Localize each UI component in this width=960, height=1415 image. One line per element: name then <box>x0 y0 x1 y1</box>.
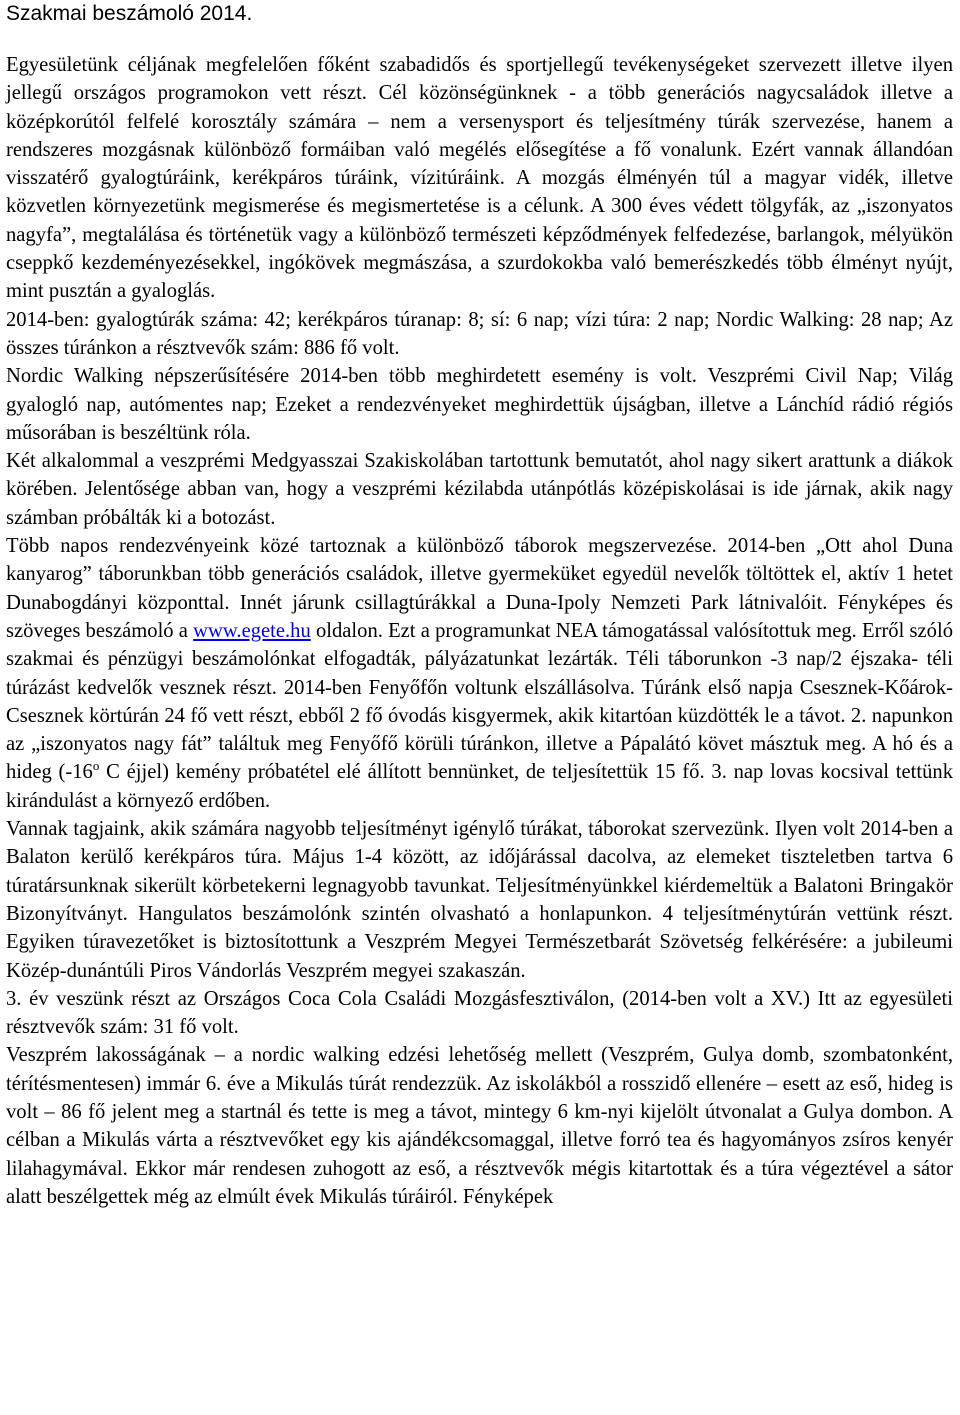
website-link[interactable]: www.egete.hu <box>193 619 311 642</box>
body-paragraph <box>6 306 953 363</box>
paragraph-text: Egyesületünk céljának megfelelően főként szabadidős és sportjellegű tevékenységeket szervezett illetve ilyen jellegű országos programokon vett részt. Cél közönségünknek - a több generációs nagycsaládok illetve a középkorútól felfelé korosztály számára – nem a versenysport és teljesítmény túrák szervezése, hanem a rendszeres mozgásnak különböző formáiban való megélés elősegítése a fő vonalunk. Ezért vannak állandóan visszatérő gyalogtúráink, kerékpáros túráink, vízitúráink. A mozgás élményén túl a magyar vidék, illetve közvetlen környezetünk megismerése és megismertetése is a célunk. A 300 éves védett tölgyfák, az „iszonyatos nagyfa”, megtalálása és történetük vagy a különböző természeti képződmények felfedezése, barlangok, mélyükön cseppkő kezdeményezésekkel, ingókövek megmászása, a szurdokokba való bemerészkedés több élményt nyújt, mint pusztán a gyaloglás. <box>6 54 953 303</box>
body-paragraph <box>6 447 953 532</box>
paragraph-text: Nordic Walking népszerűsítésére 2014-ben több meghirdetett esemény is volt. Veszprémi Civil Nap; Világ gyalogló nap, autómentes nap; Ezeket a rendezvényeket meghirdettük újságban, illetve a Lánchíd rádió régiós műsorában is beszéltünk róla. <box>6 365 953 444</box>
document-body <box>6 51 953 1211</box>
paragraph-text: Vannak tagjaink, akik számára nagyobb teljesítményt igénylő túrákat, táborokat szervezünk. Ilyen volt 2014-ben a Balaton kerülő kerékpáros túra. Május 1-4 között, az időjárással dacolva, az elemeket tiszteletben tartva 6 túratársunknak sikerült körbetekerni legnagyobb tavunkat. Teljesítményünkkel kiérdemeltük a Balatoni Bringakör Bizonyítványt. Hangulatos beszámolónk szintén olvasható a honlapunkon. 4 teljesítménytúrán vettünk részt. Egyiken túravezetőket is biztosítottunk a Veszprém Megyei Természetbarát Szövetség felkérésére: a jubileumi Közép-dunántúli Piros Vándorlás Veszprém megyei szakaszán. <box>6 818 953 982</box>
degree-superscript: o <box>92 758 100 774</box>
paragraph-text: Veszprém lakosságának – a nordic walking edzési lehetőség mellett (Veszprém, Gulya domb, szombatonként, térítésmentesen) immár 6. éve a Mikulás túrát rendezzük. Az iskolákból a rosszidő ellenére – esett az eső, hideg is volt – 86 fő jelent meg a startnál és tette is meg a távot, mintegy 6 km-nyi kijelölt útvonalat a Gulya dombon. A célban a Mikulás várta a résztvevőket egy kis ajándékcsomaggal, illetve forró tea és hagyományos zsíros kenyér lilahagymával. Ekkor már rendesen zuhogott az eső, a résztvevők mégis kitartottak és a túra végeztével a sátor alatt beszélgettek még az elmúlt évek Mikulás túráiról. Fényképek <box>6 1044 953 1208</box>
paragraph-text: oldalon. Ezt a programunkat NEA támogatással valósítottuk meg. Erről szóló szakmai és pénzügyi beszámolónkat elfogadták, pályázatunkat lezárták. Téli táborunkon -3 nap/2 éjszaka- téli túrázást kedvelők vesznek részt. 2014-ben Fenyőfőn voltunk elszállásolva. Túránk első napja Csesznek-Kőárok-Csesznek körtúrán 24 fő vett részt, ebből 2 fő óvodás kisgyermek, akik kitartóan küzdötték le a távot. 2. napunkon az „iszonyatos nagy fát” találtuk meg Fenyőfő körüli túránkon, illetve a Pápalátó követ másztuk meg. A hó és a hideg (-16 <box>6 619 953 784</box>
paragraph-text: 2014-ben: gyalogtúrák száma: 42; kerékpáros túranap: 8; sí: 6 nap; vízi túra: 2 nap; Nordic Walking: 28 nap; Az összes túránkon a résztvevők szám: 886 fő volt. <box>6 308 953 359</box>
paragraph-text: Több napos rendezvényeink közé tartoznak a különböző táborok megszervezése. 2014-ben „Ott ahol Duna kanyarog” táborunkban több generációs családok, illetve gyermeküket egyedül nevelők töltöttek el, aktív 1 hetet Dunabogdányi központtal. Innét járunk csillagtúrákkal a Duna-Ipoly Nemzeti Park látnivalóit. Fényképes és szöveges beszámoló a <box>6 535 953 642</box>
paragraph-text: Két alkalommal a veszprémi Medgyasszai Szakiskolában tartottunk bemutatót, ahol nagy sikert arattunk a diákok körében. Jelentősége abban van, hogy a veszprémi kézilabda utánpótlás középiskolásai is ide járnak, akik nagy számban próbálták ki a botozást. <box>6 450 953 529</box>
document-title: Szakmai beszámoló 2014. <box>6 2 253 25</box>
body-paragraph <box>6 1041 953 1211</box>
body-paragraph <box>6 362 953 447</box>
paragraph-text: C éjjel) kemény próbatétel elé állított bennünket, de teljesítettük 15 fő. 3. nap lovas kocsival tettünk kirándulást a környező erdőben. <box>6 761 953 812</box>
body-paragraph <box>6 985 953 1042</box>
body-paragraph <box>6 815 953 985</box>
body-paragraph <box>6 532 953 815</box>
paragraph-text: 3. év veszünk részt az Országos Coca Cola Családi Mozgásfesztiválon, (2014-ben volt a XV.) Itt az egyesületi résztvevők szám: 31 fő volt. <box>6 987 953 1039</box>
body-paragraph <box>6 51 953 306</box>
